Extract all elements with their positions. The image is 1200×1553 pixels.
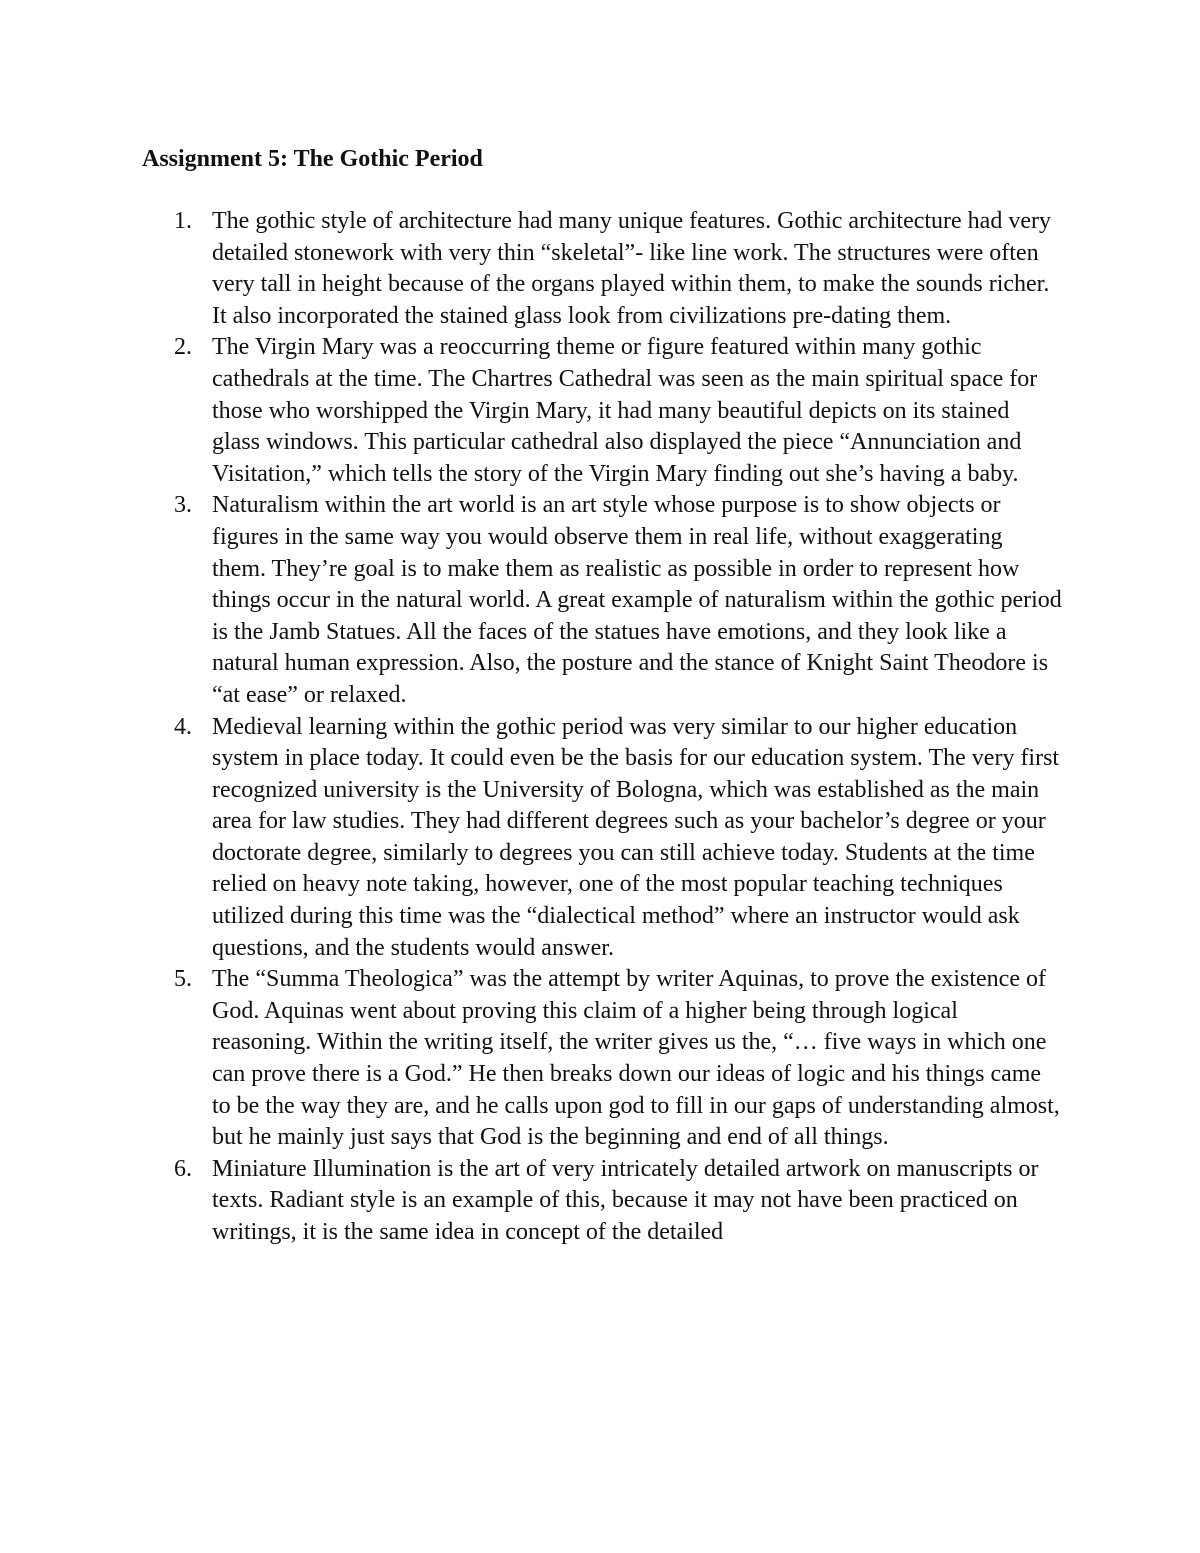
page-title: Assignment 5: The Gothic Period <box>142 146 483 172</box>
item-number: 5. <box>174 966 192 993</box>
item-text: The Virgin Mary was a reoccurring theme or figure featured within many gothic cathedrals at the time. The Chartres Cathedral was seen as the main spiritual space for those who worshipped the Virgin Mary, it had many beautiful depicts on its stained glass windows. This particular cathedral also displayed the piece “Annunciation and Visitation,” which tells the story of the Virgin Mary finding out she’s having a baby. <box>212 334 1038 487</box>
item-number: 6. <box>174 1155 192 1182</box>
item-number: 2. <box>174 334 192 361</box>
item-number: 1. <box>174 208 192 234</box>
list-item <box>142 1154 1062 1249</box>
item-text: Miniature Illumination is the art of very intricately detailed artwork on manuscripts or texts. Radiant style is an example of this, because it may not have been practiced on writings, it is the same idea in concept of the detailed <box>212 1155 1039 1245</box>
list-item <box>142 490 1062 711</box>
answer-list <box>142 206 1062 1249</box>
item-text: Medieval learning within the gothic period was very similar to our higher education system in place today. It could even be the basis for our education system. The very first recognized university is the University of Bologna, which was established as the main area for law studies. They had different degrees such as your bachelor’s degree or your doctorate degree, similarly to degrees you can still achieve today. Students at the time relied on heavy note taking, however, one of the most popular teaching techniques utilized during this time was the “dialectical method” where an instructor would ask questions, and the students would answer. <box>212 713 1060 961</box>
item-text: The “Summa Theologica” was the attempt by writer Aquinas, to prove the existence of God. Aquinas went about proving this claim of a higher being through logical reasoning. Within the writing itself, the writer gives us the, “… five ways in which one can prove there is a God.” He then breaks down our ideas of logic and his things came to be the way they are, and he calls upon god to fill in our gaps of understanding almost, but he mainly just says that God is the beginning and end of all things. <box>212 966 1060 1151</box>
list-item <box>142 206 1062 332</box>
item-number: 4. <box>174 713 192 740</box>
item-text: The gothic style of architecture had many unique features. Gothic architecture had very detailed stonework with very thin “skeletal”- like line work. The structures were often very tall in height because of the organs played within them, to make the sounds richer. It also incorporated the stained glass look from civilizations pre-dating them. <box>212 208 1051 329</box>
list-item <box>142 332 1062 490</box>
list-item <box>142 964 1062 1154</box>
list-item <box>142 712 1062 965</box>
item-number: 3. <box>174 492 192 519</box>
item-text: Naturalism within the art world is an art style whose purpose is to show objects or figures in the same way you would observe them in real life, without exaggerating them. They’re goal is to make them as realistic as possible in order to represent how things occur in the natural world. A great example of naturalism within the gothic period is the Jamb Statues. All the faces of the statues have emotions, and they look like a natural human expression. Also, the posture and the stance of Knight Saint Theodore is “at ease” or relaxed. <box>212 492 1062 708</box>
